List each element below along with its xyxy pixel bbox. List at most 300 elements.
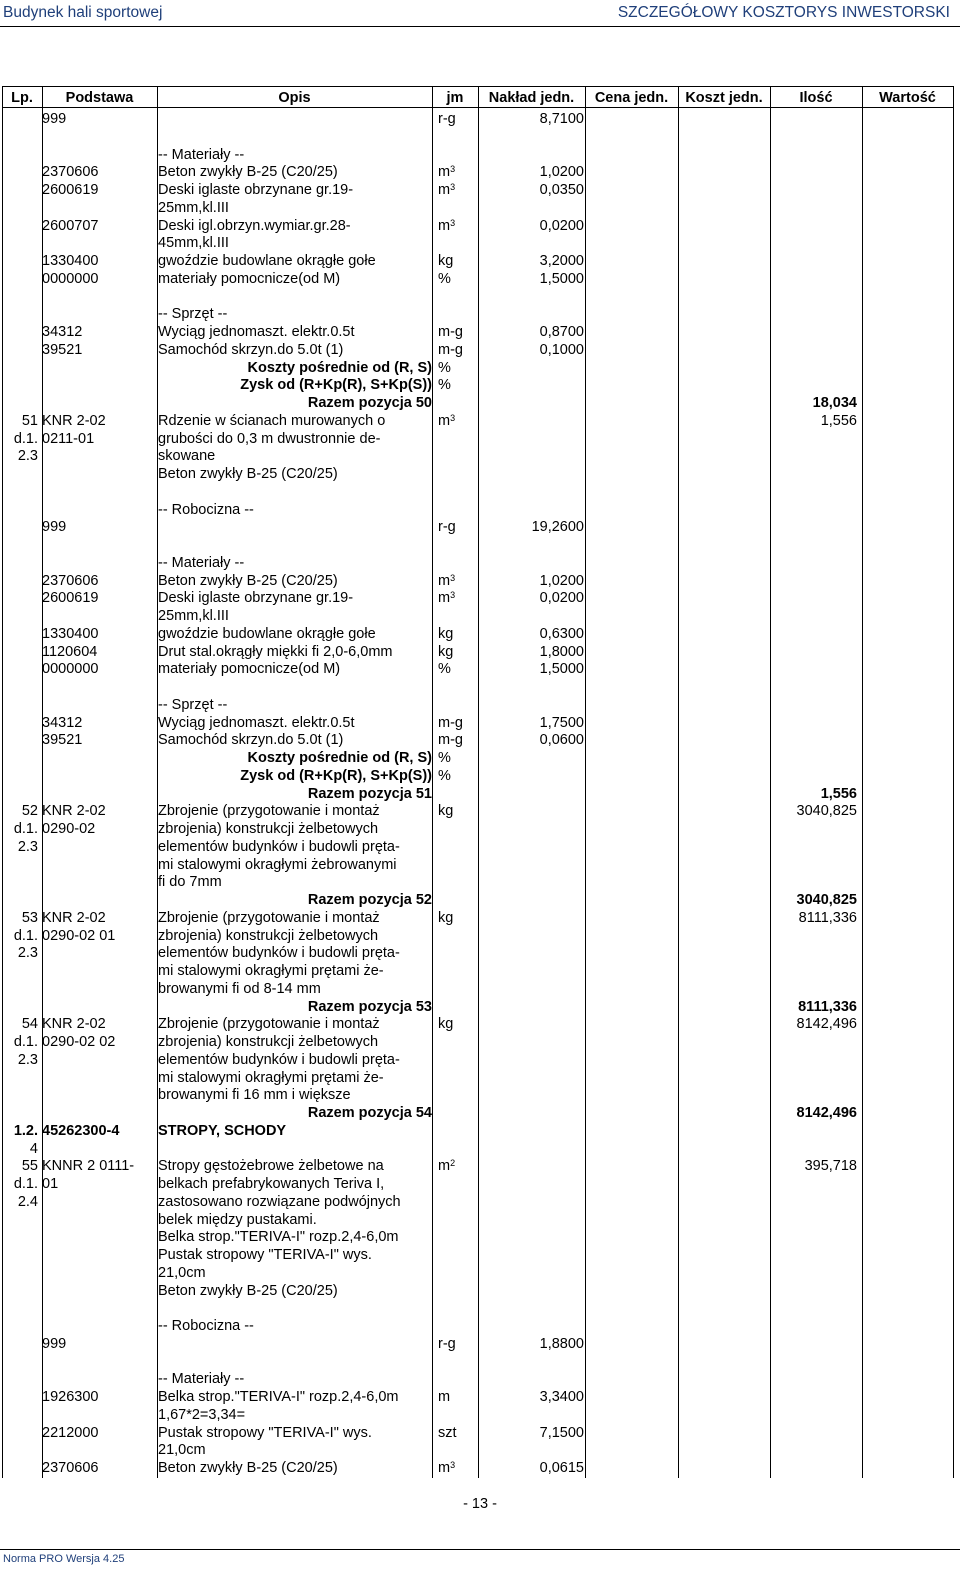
table-row (2, 998, 953, 1016)
row-summary-label (158, 359, 432, 377)
table-row (2, 234, 953, 252)
table-row (2, 501, 953, 519)
row-podstawa-text: KNNR 2 0111- (42, 1158, 135, 1175)
column-header-podstawa: Podstawa (42, 86, 157, 108)
row-jm (438, 252, 453, 270)
row-podstawa-text: 999 (42, 519, 67, 536)
row-jm-text: r-g (438, 519, 456, 536)
table-row (2, 447, 953, 465)
table-row (2, 1441, 953, 1459)
row-summary-label (158, 749, 432, 767)
row-naklad (482, 714, 584, 732)
row-lp (2, 430, 38, 448)
table-row (2, 1424, 953, 1442)
row-naklad (482, 341, 584, 359)
table-row (2, 944, 953, 962)
row-opis (158, 625, 376, 643)
row-podstawa-text: 0290-02 (42, 821, 96, 837)
row-wartosc (762, 891, 857, 909)
row-jm (438, 217, 455, 235)
row-summary-label-text: Koszty pośrednie od (R, S) (247, 359, 432, 376)
row-opis-text: Drut stal.okrągły miękki fi 2,0-6,0mm (158, 643, 393, 660)
row-opis-text: Wyciąg jednomaszt. elektr.0.5t (158, 324, 355, 340)
row-opis (158, 607, 229, 625)
row-lp (2, 820, 38, 838)
row-opis (158, 1193, 401, 1211)
row-podstawa-text: 39521 (42, 732, 83, 749)
row-lp-text: d.1. (13, 821, 38, 837)
table-row (2, 376, 953, 394)
table-row (2, 341, 953, 359)
row-podstawa (42, 1424, 98, 1442)
row-wartosc-text: 18,034 (812, 395, 857, 411)
unit-exponent: 3 (450, 590, 456, 601)
row-lp (2, 927, 38, 945)
row-jm-text: kg (438, 909, 454, 926)
row-opis (158, 944, 400, 962)
table-row (2, 518, 953, 536)
row-podstawa-text: 01 (42, 1176, 59, 1192)
document-header-title: Budynek hali sportowej (3, 4, 163, 21)
row-opis (158, 447, 215, 465)
row-summary-label (158, 785, 432, 803)
row-opis (158, 430, 380, 448)
row-jm-text: % (438, 377, 451, 394)
row-opis-text: -- Materiały -- (158, 146, 245, 163)
row-summary-label-text: Razem pozycja 54 (307, 1105, 432, 1121)
row-summary-label-text: Zysk od (R+Kp(R), S+Kp(S)) (240, 767, 432, 784)
row-wartosc (762, 998, 857, 1016)
row-jm-text: m (438, 590, 451, 607)
row-lp-text: d.1. (13, 430, 38, 447)
row-opis-text: 45mm,kl.III (158, 235, 229, 252)
row-opis (158, 1388, 399, 1406)
row-wartosc-text: 1,556 (820, 785, 857, 802)
row-podstawa (42, 1388, 98, 1406)
row-naklad (482, 1335, 584, 1353)
row-opis-text: mi stalowymi okragłymi żebrowanymi (158, 856, 397, 873)
table-row (2, 1246, 953, 1264)
table-row (2, 820, 953, 838)
row-naklad (482, 110, 584, 128)
row-lp (2, 1157, 38, 1175)
row-jm-text: kg (438, 803, 454, 820)
row-naklad (482, 731, 584, 749)
table-row (2, 1140, 953, 1158)
row-jm (438, 323, 463, 341)
row-naklad (482, 625, 584, 643)
row-lp (2, 1175, 38, 1193)
table-row (2, 270, 953, 288)
row-opis-text: Beton zwykły B-25 (C20/25) (158, 164, 338, 181)
table-row (2, 110, 953, 128)
row-opis (158, 1317, 254, 1335)
row-podstawa-text: 999 (42, 1335, 67, 1352)
row-lp (2, 1051, 38, 1069)
table-row (2, 1086, 953, 1104)
row-opis-text: Samochód skrzyn.do 5.0t (1) (158, 341, 344, 358)
row-naklad-text: 1,8000 (539, 643, 584, 660)
table-row (2, 1317, 953, 1335)
row-jm-text: m-g (438, 324, 463, 340)
cost-estimate-table (2, 86, 953, 1478)
row-opis-text: Deski iglaste obrzynane gr.19- (158, 590, 354, 607)
row-opis (158, 1211, 317, 1229)
row-jm-text: m-g (438, 714, 463, 731)
table-row (2, 483, 953, 501)
row-naklad-text: 7,1500 (539, 1424, 584, 1441)
row-naklad-text: 19,2600 (531, 519, 584, 536)
table-row (2, 802, 953, 820)
table-row (2, 1228, 953, 1246)
row-opis (158, 1175, 384, 1193)
table-row (2, 323, 953, 341)
row-podstawa (42, 643, 97, 661)
row-lp (2, 1122, 38, 1140)
table-row (2, 1157, 953, 1175)
column-header-cena-jedn: Cena jedn. (585, 86, 678, 108)
row-opis (158, 554, 244, 572)
row-jm-text: m (438, 572, 451, 589)
row-summary-label (158, 767, 432, 785)
row-opis-text: mi stalowymi okragłymi prętami że- (158, 1069, 384, 1086)
row-opis (158, 820, 378, 838)
row-opis (158, 1051, 400, 1069)
row-opis (158, 1282, 338, 1300)
row-jm-text: m (438, 217, 451, 234)
row-naklad-text: 0,0600 (539, 732, 584, 749)
row-opis-text: materiały pomocnicze(od M) (158, 661, 341, 678)
row-wartosc-text: 8142,496 (796, 1016, 857, 1033)
row-opis (158, 199, 229, 217)
row-opis-text: browanymi fi 16 mm i większe (158, 1087, 351, 1104)
row-opis (158, 1264, 206, 1282)
table-row (2, 1459, 953, 1477)
row-opis-text: elementów budynków i budowli pręta- (158, 1051, 400, 1068)
row-naklad (482, 518, 584, 536)
row-summary-label-text: Razem pozycja 52 (307, 892, 432, 908)
row-lp-text: 4 (29, 1140, 38, 1157)
row-lp-text: 54 (21, 1016, 38, 1033)
row-wartosc-text: 395,718 (804, 1158, 857, 1175)
row-podstawa (42, 270, 98, 288)
table-row (2, 589, 953, 607)
row-naklad (482, 1459, 584, 1477)
unit-exponent: 2 (450, 1158, 456, 1169)
row-podstawa (42, 518, 66, 536)
row-jm-text: m (438, 1460, 451, 1476)
row-lp-text: 2.3 (17, 1051, 38, 1068)
table-row (2, 181, 953, 199)
table-row (2, 1069, 953, 1087)
table-row (2, 1033, 953, 1051)
row-opis (158, 1406, 245, 1424)
row-naklad-text: 0,0350 (539, 182, 584, 198)
table-row (2, 1370, 953, 1388)
row-summary-label (158, 376, 432, 394)
row-podstawa (42, 1122, 119, 1140)
row-podstawa (42, 323, 82, 341)
row-lp-text: 2.3 (17, 945, 38, 962)
row-podstawa (42, 660, 98, 678)
row-jm-text: % (438, 767, 451, 784)
row-jm-text: m-g (438, 732, 463, 749)
row-podstawa-text: 39521 (42, 341, 83, 358)
row-podstawa-text: KNR 2-02 (42, 909, 106, 926)
row-jm (438, 359, 451, 377)
row-podstawa-text: KNR 2-02 (42, 803, 106, 820)
row-jm (438, 1424, 457, 1442)
row-jm (438, 412, 455, 430)
row-jm (438, 163, 455, 181)
row-wartosc-text: 1,556 (820, 412, 857, 429)
row-podstawa-text: 1330400 (42, 625, 99, 642)
row-lp-text: 1.2. (13, 1122, 38, 1139)
row-naklad (482, 1388, 584, 1406)
row-lp (2, 909, 38, 927)
row-opis-text: Beton zwykły B-25 (C20/25) (158, 466, 338, 482)
row-naklad (482, 643, 584, 661)
row-lp-text: 52 (21, 803, 38, 820)
row-naklad-text: 1,7500 (539, 714, 584, 731)
row-podstawa (42, 1033, 115, 1051)
row-jm-text: kg (438, 253, 454, 269)
row-jm (438, 1335, 456, 1353)
row-opis (158, 838, 400, 856)
row-opis (158, 1122, 286, 1140)
row-jm (438, 270, 451, 288)
table-row (2, 252, 953, 270)
row-opis-text: mi stalowymi okragłymi prętami że- (158, 963, 384, 979)
row-podstawa (42, 1157, 134, 1175)
row-opis (158, 1441, 206, 1459)
row-opis-text: Pustak stropowy "TERIVA-I" wys. (158, 1424, 372, 1441)
row-wartosc-text: 8111,336 (798, 998, 857, 1015)
row-opis (158, 962, 384, 980)
row-podstawa-text: 2600619 (42, 590, 99, 607)
row-podstawa-text: 0211-01 (42, 430, 95, 447)
table-row (2, 1282, 953, 1300)
row-opis (158, 412, 385, 430)
row-opis (158, 1459, 338, 1477)
row-naklad (482, 589, 584, 607)
row-podstawa-text: 0000000 (42, 661, 99, 678)
row-naklad (482, 217, 584, 235)
row-jm (438, 589, 455, 607)
row-opis-text: Zbrojenie (przygotowanie i montaż (158, 909, 380, 926)
row-jm (438, 110, 456, 128)
row-opis (158, 1228, 399, 1246)
table-row (2, 128, 953, 146)
row-wartosc (762, 412, 857, 430)
row-podstawa (42, 412, 106, 430)
row-opis-text: 1,67*2=3,34= (158, 1406, 246, 1423)
row-jm-text: kg (438, 1016, 454, 1033)
row-naklad-text: 0,6300 (539, 625, 584, 642)
table-row (2, 554, 953, 572)
row-opis-text: -- Robocizna -- (158, 501, 254, 518)
row-opis-text: grubości do 0,3 m dwustronnie de- (158, 430, 381, 447)
row-jm (438, 660, 451, 678)
row-opis-text: gwoździe budowlane okrągłe gołe (158, 253, 376, 269)
row-jm (438, 376, 451, 394)
row-lp-text: 55 (21, 1158, 38, 1175)
table-row (2, 146, 953, 164)
row-lp-text: d.1. (13, 1176, 38, 1192)
row-podstawa-text: 1330400 (42, 253, 99, 269)
row-jm-text: % (438, 359, 451, 376)
row-lp (2, 1193, 38, 1211)
table-row (2, 359, 953, 377)
row-opis-text: Zbrojenie (przygotowanie i montaż (158, 803, 380, 820)
row-wartosc-text: 3040,825 (796, 892, 857, 908)
row-opis (158, 1370, 244, 1388)
row-naklad-text: 8,7100 (539, 111, 584, 127)
row-podstawa-text: 1926300 (42, 1389, 99, 1405)
table-row (2, 1335, 953, 1353)
row-podstawa-text: 45262300-4 (42, 1122, 120, 1139)
row-naklad-text: 0,0200 (539, 217, 584, 234)
row-jm (438, 714, 463, 732)
row-podstawa-text: 0000000 (42, 270, 99, 287)
row-opis (158, 1033, 378, 1051)
row-podstawa (42, 820, 95, 838)
row-opis-text: Deski iglaste obrzynane gr.19- (158, 182, 354, 198)
row-opis-text: -- Sprzęt -- (158, 696, 228, 713)
row-jm (438, 518, 456, 536)
row-podstawa (42, 252, 98, 270)
row-opis-text: Wyciąg jednomaszt. elektr.0.5t (158, 714, 355, 731)
table-row (2, 909, 953, 927)
row-wartosc (762, 785, 857, 803)
row-opis (158, 1157, 384, 1175)
row-opis-text: Stropy gęstożebrowe żelbetowe na (158, 1158, 384, 1175)
row-podstawa (42, 572, 98, 590)
row-opis-text: elementów budynków i budowli pręta- (158, 945, 400, 962)
row-summary-label (158, 1104, 432, 1122)
row-jm (438, 731, 463, 749)
row-opis (158, 181, 353, 199)
row-opis-text: Beton zwykły B-25 (C20/25) (158, 1460, 338, 1476)
footer-divider (0, 1549, 960, 1550)
document-header-type: SZCZEGÓŁOWY KOSZTORYS INWESTORSKI (617, 4, 950, 21)
row-opis (158, 501, 254, 519)
row-naklad-text: 0,0200 (539, 590, 584, 607)
row-wartosc (762, 802, 857, 820)
row-naklad-text: 1,5000 (539, 661, 584, 678)
table-row (2, 1015, 953, 1033)
row-opis (158, 731, 343, 749)
row-podstawa-text: 999 (42, 111, 67, 127)
row-summary-label-text: Razem pozycja 51 (307, 785, 432, 802)
row-opis (158, 643, 392, 661)
row-wartosc (762, 1104, 857, 1122)
row-podstawa (42, 341, 82, 359)
row-podstawa (42, 1459, 98, 1477)
row-lp-text: 2.4 (17, 1193, 38, 1210)
table-row (2, 625, 953, 643)
row-naklad-text: 0,8700 (539, 324, 584, 340)
unit-exponent: 3 (450, 164, 456, 175)
row-jm-text: m (438, 412, 451, 429)
row-podstawa-text: 2370606 (42, 164, 99, 181)
row-opis-text: Belka strop."TERIVA-I" rozp.2,4-6,0m (158, 1389, 399, 1405)
unit-exponent: 3 (450, 412, 456, 423)
row-opis-text: zbrojenia) konstrukcji żelbetowych (158, 1034, 379, 1050)
row-naklad-text: 1,5000 (539, 270, 584, 287)
unit-exponent: 3 (450, 1460, 456, 1470)
row-podstawa (42, 1335, 66, 1353)
row-opis (158, 1069, 384, 1087)
row-jm (438, 909, 453, 927)
row-lp (2, 802, 38, 820)
table-row (2, 536, 953, 554)
row-jm (438, 625, 453, 643)
row-summary-label-text: Razem pozycja 50 (307, 395, 432, 411)
row-opis-text: gwoździe budowlane okrągłe gołe (158, 625, 376, 642)
row-opis (158, 714, 355, 732)
row-opis-text: Beton zwykły B-25 (C20/25) (158, 572, 338, 589)
column-rule (953, 86, 954, 1478)
row-opis (158, 1424, 372, 1442)
row-jm-text: % (438, 661, 451, 678)
row-jm-text: kg (438, 643, 454, 660)
row-naklad-text: 3,2000 (539, 253, 584, 269)
table-row (2, 217, 953, 235)
row-opis-text: elementów budynków i budowli pręta- (158, 838, 400, 855)
row-jm-text: % (438, 750, 451, 766)
row-lp-text: d.1. (13, 927, 38, 944)
row-podstawa (42, 181, 98, 199)
row-wartosc (762, 394, 857, 412)
row-opis-text: fi do 7mm (158, 874, 222, 891)
table-row (2, 1122, 953, 1140)
row-opis (158, 323, 355, 341)
row-lp-text: 2.3 (17, 838, 38, 855)
row-jm (438, 1388, 450, 1406)
row-opis (158, 856, 397, 874)
table-row (2, 1175, 953, 1193)
row-wartosc (762, 1157, 857, 1175)
table-row (2, 1211, 953, 1229)
row-wartosc-text: 8142,496 (796, 1105, 857, 1121)
row-naklad (482, 163, 584, 181)
column-header-opis: Opis (157, 86, 432, 108)
table-row (2, 288, 953, 306)
row-naklad-text: 0,0615 (539, 1460, 584, 1476)
table-row (2, 767, 953, 785)
row-lp (2, 1140, 38, 1158)
table-row (2, 873, 953, 891)
row-opis (158, 217, 351, 235)
row-jm (438, 341, 463, 359)
table-row (2, 838, 953, 856)
table-row (2, 1264, 953, 1282)
row-podstawa (42, 589, 98, 607)
table-row (2, 660, 953, 678)
row-naklad (482, 270, 584, 288)
row-jm (438, 767, 451, 785)
row-podstawa (42, 909, 106, 927)
row-opis-text: -- Materiały -- (158, 1371, 245, 1388)
row-opis-text: zbrojenia) konstrukcji żelbetowych (158, 821, 379, 837)
row-opis (158, 589, 353, 607)
row-opis (158, 572, 338, 590)
table-row (2, 1104, 953, 1122)
row-opis (158, 234, 229, 252)
row-podstawa (42, 714, 82, 732)
row-jm-text: % (438, 270, 451, 287)
